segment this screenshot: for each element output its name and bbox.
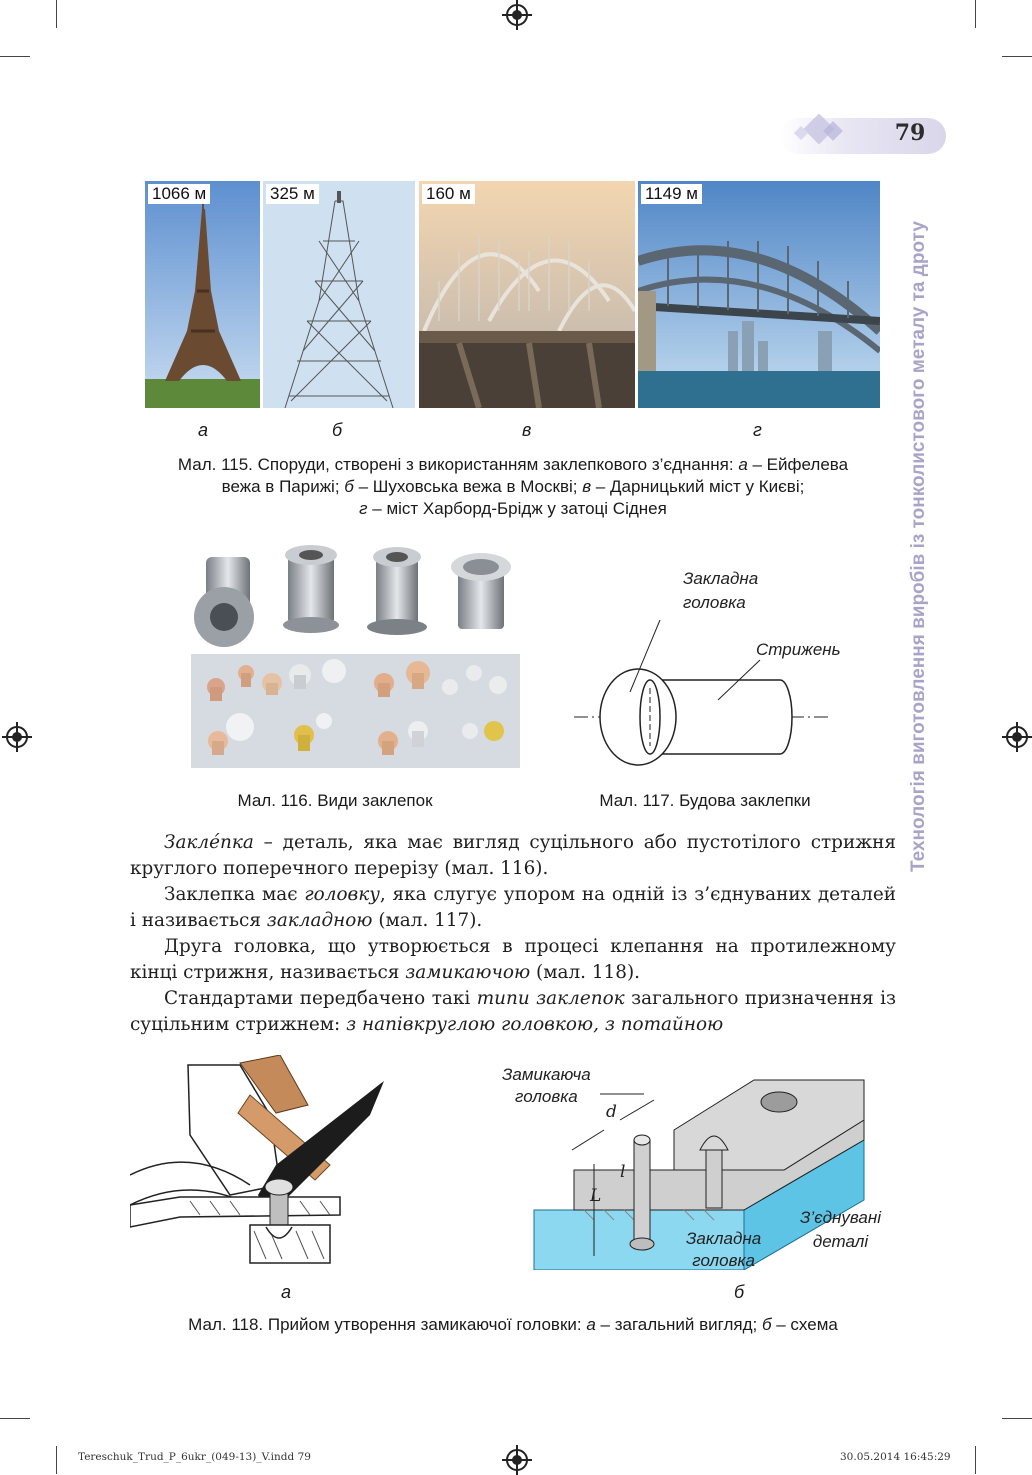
- photo-harbour-bridge: [638, 181, 880, 408]
- figure-caption-117: Мал. 117. Будова заклепки: [599, 791, 811, 810]
- label-closing-head: Замикаюча головка: [502, 1065, 591, 1106]
- paragraph: Закле́пка – деталь, яка має вигляд суцільного або пустотілого стрижня круглого поперечного перерізу (мал. 116).: [130, 832, 896, 879]
- crop-mark: [0, 1418, 30, 1419]
- registration-mark-icon: [1006, 726, 1028, 748]
- label-shank: Стрижень: [756, 640, 841, 659]
- diamond-ornament-icon: [780, 114, 860, 150]
- photo-height-label: 1066 м: [148, 184, 210, 204]
- paragraph: Заклепка має головку, яка слугує упором на одній із з’єднуваних деталей і називається закладною (мал. 117).: [130, 884, 896, 931]
- label-joined-parts: З’єднувані деталі: [800, 1208, 881, 1251]
- running-title: Технологія виготовлення виробів із тонколистового металу та дроту: [908, 221, 929, 872]
- label-L: L: [590, 1186, 602, 1206]
- label-l: l: [620, 1162, 626, 1182]
- figure-caption-116: Мал. 116. Види заклепок: [237, 791, 433, 810]
- crop-mark: [975, 1446, 976, 1474]
- subfigure-letter: в: [522, 420, 532, 440]
- page-number: 79: [894, 120, 926, 146]
- subfigure-letter: г: [753, 420, 762, 440]
- crop-mark: [0, 56, 30, 57]
- label-head: Закладна головка: [686, 1229, 762, 1270]
- subfigure-letter: б: [734, 1282, 745, 1302]
- subfigure-letter: а: [281, 1282, 292, 1302]
- harbour-bridge-image: [638, 181, 880, 408]
- subfigure-letter: б: [332, 420, 343, 440]
- photo-shukhov-tower: [263, 181, 415, 408]
- darnytskyi-bridge-image: [419, 181, 635, 408]
- body-text: [130, 830, 896, 1038]
- paragraph: Стандартами передбачено такі типи заклепок загального призначення із суцільним стрижнем: з напівкруглою головкою, з потайною: [130, 988, 896, 1035]
- crop-mark: [975, 0, 976, 28]
- subfigure-letter: а: [198, 420, 209, 440]
- registration-mark-icon: [506, 4, 528, 26]
- footer-filename: Tereschuk_Trud_P_6ukr_(049-13)_V.indd 79: [78, 1451, 311, 1463]
- eiffel-tower-image: [145, 181, 260, 408]
- photo-height-label: 1149 м: [641, 184, 702, 204]
- rivet-types-image: [188, 545, 522, 769]
- riveting-hammer-drawing: [130, 1055, 400, 1270]
- crop-mark: [1002, 56, 1032, 57]
- crop-mark: [56, 1446, 57, 1474]
- paragraph: Друга головка, що утворюється в процесі клепання на протилежному кінці стрижня, називається замикаючою (мал. 118).: [130, 936, 896, 983]
- footer-timestamp: 30.05.2014 16:45:29: [840, 1451, 951, 1463]
- photo-eiffel-tower: [145, 181, 260, 408]
- label-d: d: [606, 1102, 617, 1122]
- figure-caption-115: Мал. 115. Споруди, створені з використанням заклепкового з’єднання: а – Ейфелева вежа в Парижі; б – Шуховська вежа в Москві; в – Дарницький міст у Києві; г – міст Харборд-Брідж у затоці Сіднея: [177, 455, 849, 518]
- crop-mark: [1002, 1418, 1032, 1419]
- registration-mark-icon: [6, 726, 28, 748]
- photo-height-label: 325 м: [266, 184, 319, 204]
- photo-darnytskyi-bridge: [419, 181, 635, 408]
- shukhov-tower-image: [263, 181, 415, 408]
- photo-height-label: 160 м: [422, 184, 475, 204]
- crop-mark: [56, 0, 57, 28]
- registration-mark-icon: [506, 1449, 528, 1471]
- figure-caption-118: Мал. 118. Прийом утворення замикаючої головки: а – загальний вигляд; б – схема: [188, 1315, 838, 1334]
- label-head: Закладна головка: [683, 569, 759, 612]
